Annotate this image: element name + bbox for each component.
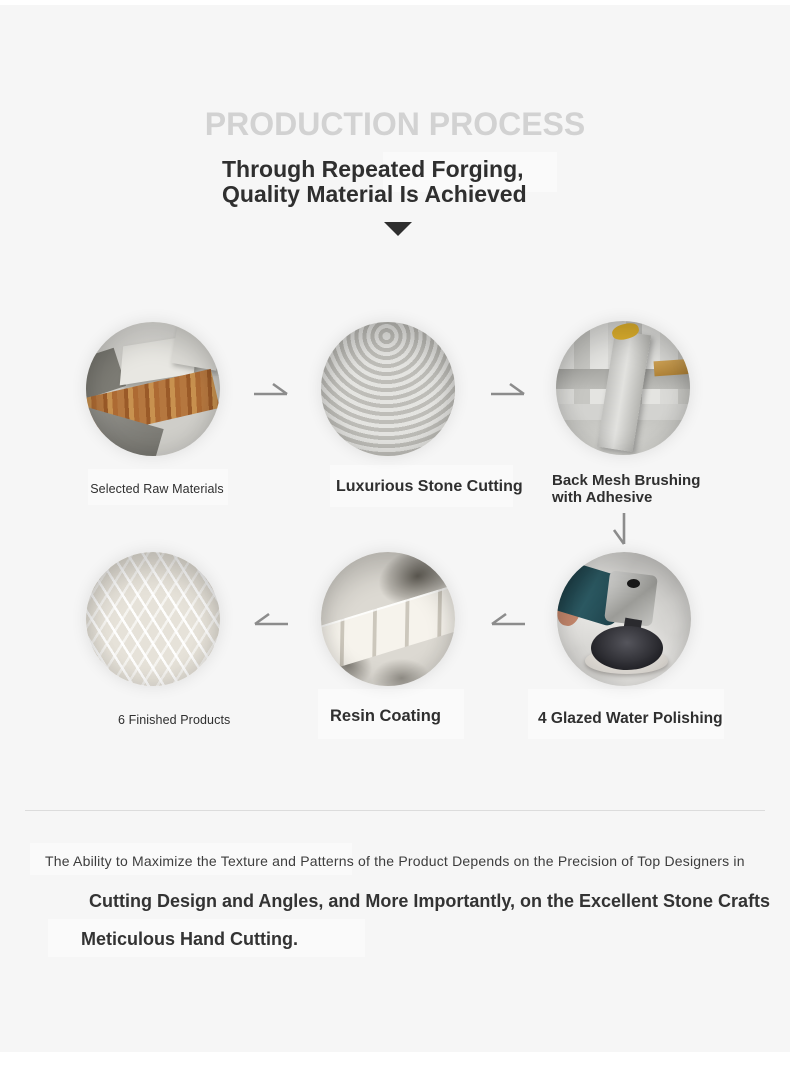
triangle-down-icon (384, 222, 412, 236)
photo-vignette (86, 552, 220, 686)
step-label-stone-cutting: Luxurious Stone Cutting (336, 478, 523, 495)
flow-arrow-down-icon (610, 510, 634, 553)
section-divider (25, 810, 765, 811)
photo-vignette (557, 552, 691, 686)
footer-text-line-1: The Ability to Maximize the Texture and Patterns of the Product Depends on the Precision of Top Designers in (45, 853, 745, 869)
flow-arrow-left-icon (488, 609, 528, 636)
step-label-back-mesh-brushing: Back Mesh Brushing with Adhesive (552, 472, 701, 506)
footer-text-line-3: Meticulous Hand Cutting. (81, 929, 298, 949)
step-label-water-polishing: 4 Glazed Water Polishing (538, 710, 723, 727)
step-label-selected-raw-materials: Selected Raw Materials (90, 482, 224, 496)
step-image-back-mesh-brushing (556, 321, 690, 455)
step-image-finished-products (86, 552, 220, 686)
flow-arrow-left-icon (251, 609, 291, 636)
step-image-resin-coating (321, 552, 455, 686)
step-label-resin-coating: Resin Coating (330, 707, 441, 725)
step-image-water-polishing (557, 552, 691, 686)
heading-line-1: Through Repeated Forging, (222, 156, 524, 182)
photo-vignette (321, 322, 455, 456)
flow-arrow-right-icon (251, 379, 291, 406)
section-heading (222, 157, 527, 207)
step-image-stone-cutting (321, 322, 455, 456)
production-process-section (0, 5, 790, 1052)
step-image-selected-raw-materials (86, 322, 220, 456)
step-label-finished-products: 6 Finished Products (118, 713, 231, 727)
photo-vignette (556, 321, 690, 455)
photo-vignette (86, 322, 220, 456)
heading-line-2: Quality Material Is Achieved (222, 181, 527, 207)
photo-vignette (321, 552, 455, 686)
section-eyebrow: PRODUCTION PROCESS (204, 106, 586, 142)
footer-text-line-2: Cutting Design and Angles, and More Importantly, on the Excellent Stone Crafts (89, 891, 771, 911)
flow-arrow-right-icon (488, 379, 528, 406)
